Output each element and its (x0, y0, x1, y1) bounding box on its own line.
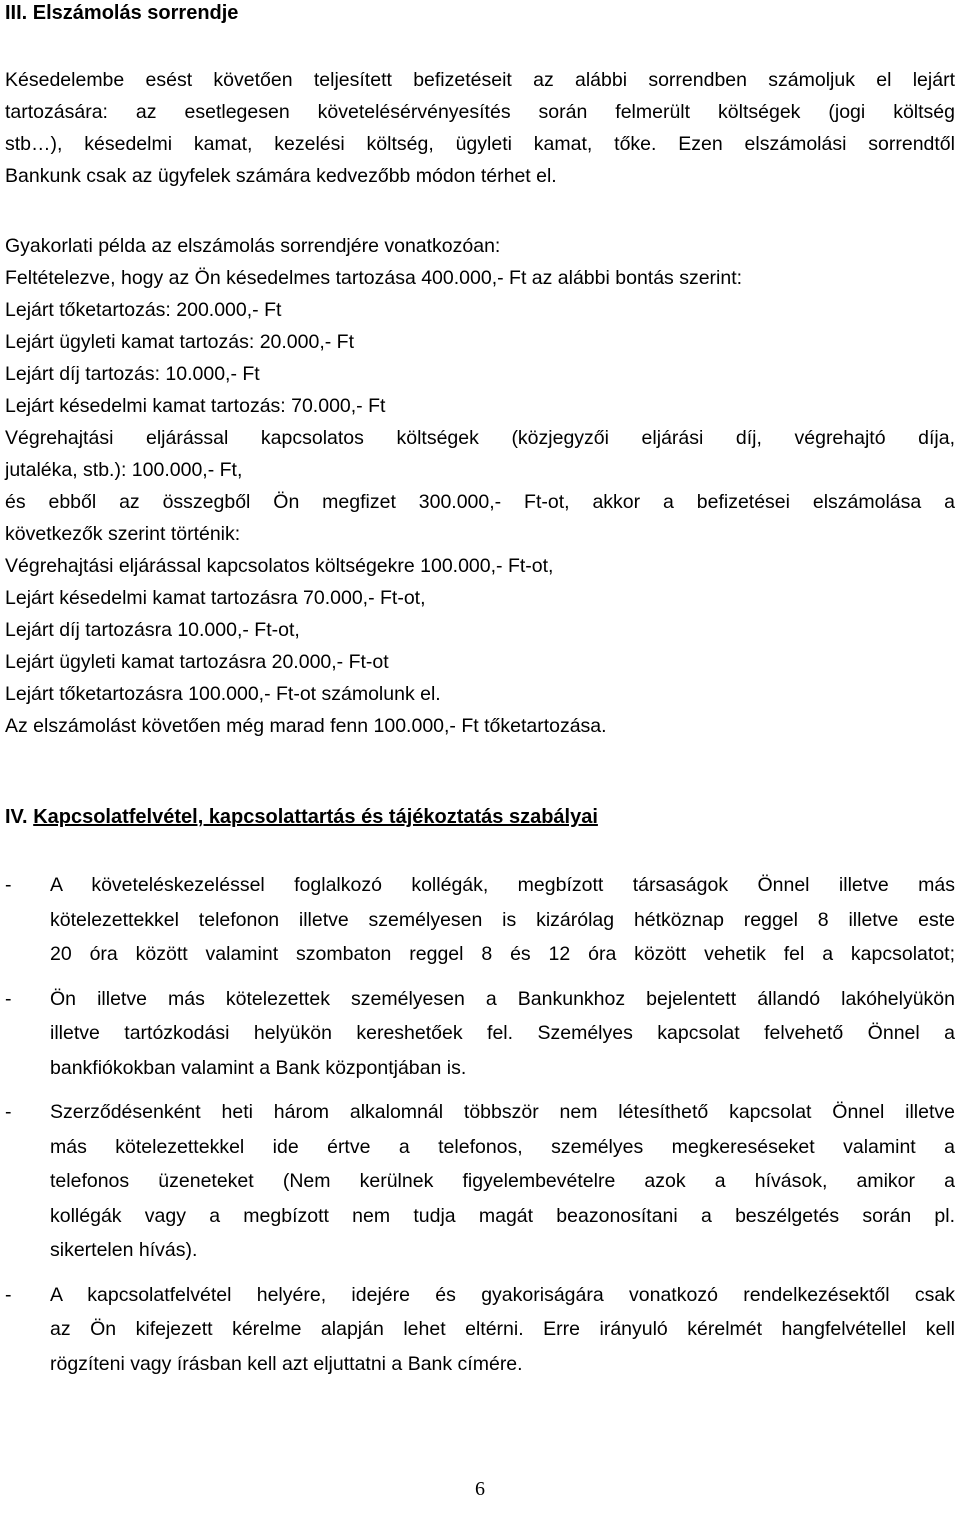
example-line: Lejárt késedelmi kamat tartozás: 70.000,- Ft (5, 395, 386, 417)
example-line: és ebből az összegből Ön megfizet 300.000,- Ft-ot, akkor a befizetései elszámolása a (5, 491, 955, 513)
example-line: Lejárt tőketartozásra 100.000,- Ft-ot számolunk el. (5, 683, 441, 705)
list-item-line: kollégák vagy a megbízott nem tudja magát beazonosítani a beszélgetés során pl. (50, 1204, 955, 1227)
paragraph-line: Késedelembe esést követően teljesített befizetéseit az alábbi sorrendben számoljuk el lejárt (5, 69, 955, 91)
list-item-line: más kötelezettekkel ide értve a telefonos, személyes megkereséseket valamint a (50, 1135, 955, 1158)
example-line: Végrehajtási eljárással kapcsolatos költségek (közjegyzői eljárási díj, végrehajtó díja, (5, 427, 955, 449)
list-item-line: 20 óra között valamint szombaton reggel 8 és 12 óra között vehetik fel a kapcsolatot; (50, 943, 955, 965)
example-line: Lejárt díj tartozásra 10.000,- Ft-ot, (5, 619, 300, 641)
list-item-line: Ön illetve más kötelezettek személyesen a Bankunkhoz bejelentett állandó lakóhelyükön (50, 987, 955, 1010)
example-intro: Gyakorlati példa az elszámolás sorrendjére vonatkozóan: (5, 235, 501, 257)
list-item (5, 982, 955, 1086)
list-dash: - (5, 987, 12, 1010)
example-line: Az elszámolást követően még marad fenn 100.000,- Ft tőketartozása. (5, 715, 607, 737)
list-item-line: sikertelen hívás). (50, 1239, 198, 1261)
list-dash: - (5, 1283, 12, 1306)
list-item-line: A követeléskezeléssel foglalkozó kollégák, megbízott társaságok Önnel illetve más (50, 874, 955, 896)
example-line: Lejárt díj tartozás: 10.000,- Ft (5, 363, 260, 385)
example-line: Lejárt tőketartozás: 200.000,- Ft (5, 299, 282, 321)
section-3-heading: III. Elszámolás sorrendje (5, 2, 239, 24)
paragraph-line: stb…), késedelmi kamat, kezelési költség, ügyleti kamat, tőke. Ezen elszámolási sorrendtől (5, 133, 955, 155)
paragraph-line: Bankunk csak az ügyfelek számára kedvezőbb módon térhet el. (5, 165, 557, 187)
example-line: Lejárt késedelmi kamat tartozásra 70.000,- Ft-ot, (5, 587, 426, 609)
list-item-line: az Ön kifejezett kérelme alapján lehet eltérni. Erre irányuló kérelmét hangfelvétellel kell (50, 1318, 955, 1340)
section-4-number: IV. (5, 806, 28, 828)
list-item (5, 868, 955, 972)
list-item-line: A kapcsolatfelvétel helyére, idejére és gyakoriságára vonatkozó rendelkezésektől csak (50, 1283, 955, 1306)
section-4-heading (5, 801, 598, 833)
example-line: Feltételezve, hogy az Ön késedelmes tartozása 400.000,- Ft az alábbi bontás szerint: (5, 267, 743, 289)
example-line: következők szerint történik: (5, 523, 241, 545)
page-number: 6 (475, 1478, 485, 1500)
settlement-example (5, 230, 955, 742)
example-line: Lejárt ügyleti kamat tartozásra 20.000,- Ft-ot (5, 651, 389, 673)
section-3-intro-paragraph (5, 64, 955, 192)
list-dash: - (5, 1101, 12, 1123)
list-item-line: rögzíteni vagy írásban kell azt eljuttatni a Bank címére. (50, 1352, 523, 1375)
paragraph-line: tartozására: az esetlegesen követelésérvényesítés során felmerült költségek (jogi költség (5, 101, 955, 123)
list-dash: - (5, 874, 12, 896)
contact-rules-list (5, 868, 955, 1381)
list-item-line: kötelezettekkel telefonon illetve személyesen is kizárólag hétköznap reggel 8 illetve este (50, 908, 955, 931)
section-4-title: Kapcsolatfelvétel, kapcsolattartás és tájékoztatás szabályai (33, 806, 598, 828)
list-item (5, 1278, 955, 1382)
list-item-line: illetve tartózkodási helyükön kereshetőek fel. Személyes kapcsolat felvehető Önnel a (50, 1022, 955, 1044)
example-line: jutaléka, stb.): 100.000,- Ft, (5, 459, 243, 481)
list-item-line: bankfiókokban valamint a Bank központjában is. (50, 1056, 467, 1079)
list-item (5, 1095, 955, 1268)
example-line: Végrehajtási eljárással kapcsolatos költségekre 100.000,- Ft-ot, (5, 555, 554, 577)
list-item-line: Szerződésenként heti három alkalomnál többször nem létesíthető kapcsolat Önnel illetve (50, 1101, 955, 1123)
example-line: Lejárt ügyleti kamat tartozás: 20.000,- Ft (5, 331, 355, 353)
list-item-line: telefonos üzeneteket (Nem kerülnek figyelembevételre azok a hívások, amikor a (50, 1170, 955, 1192)
